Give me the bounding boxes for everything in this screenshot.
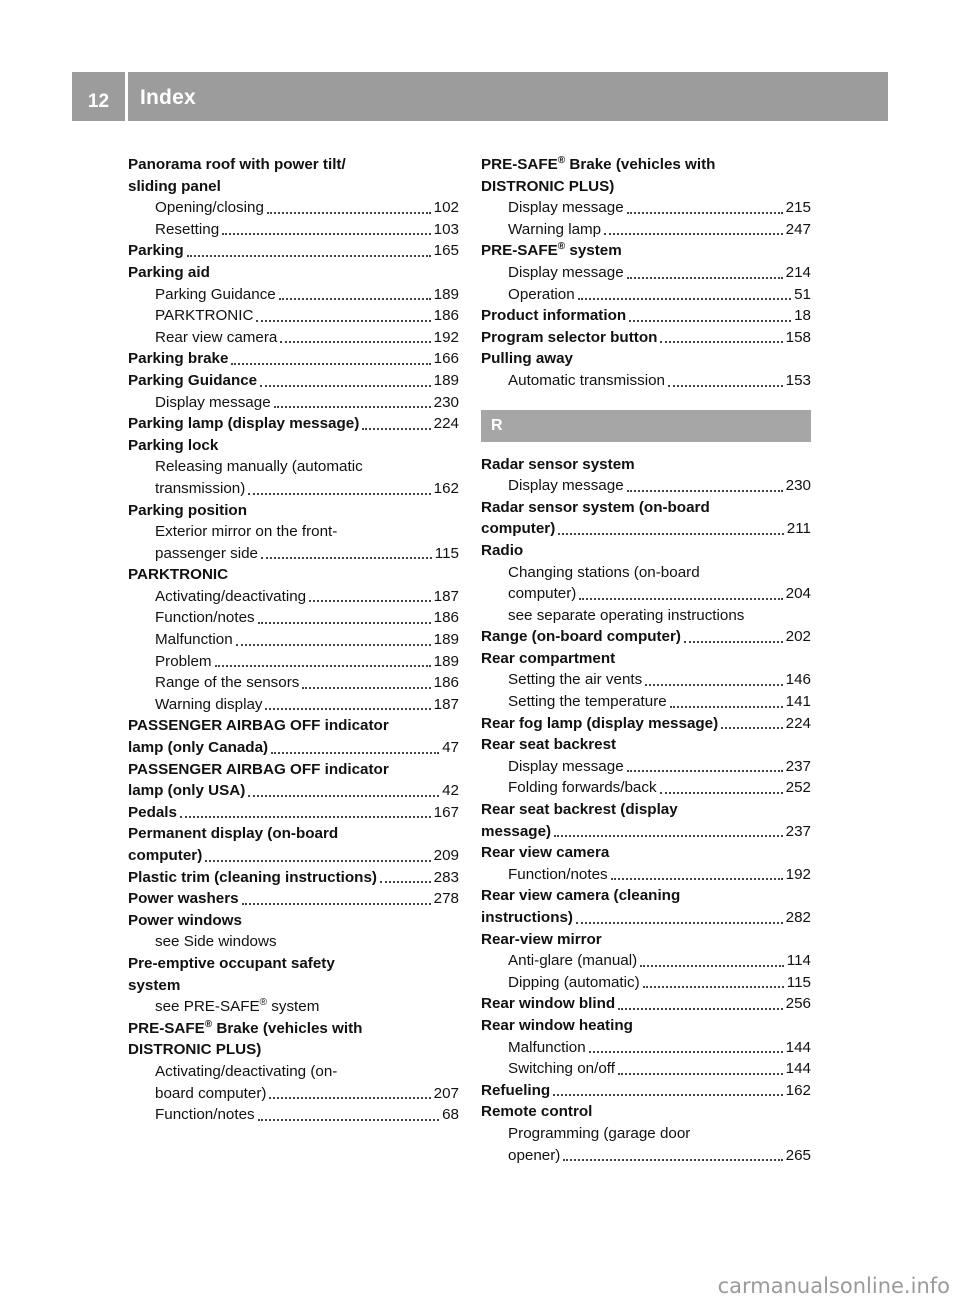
page-reference[interactable]: 186 <box>433 307 459 325</box>
page-reference[interactable]: 209 <box>433 847 459 864</box>
entry-text: Warning display <box>155 695 263 713</box>
entry-text: Operation <box>508 285 575 303</box>
index-entry <box>481 799 811 821</box>
registered-mark: ® <box>557 241 566 253</box>
entry-text: Parking Guidance <box>155 285 276 303</box>
page-reference[interactable]: 114 <box>786 952 811 970</box>
index-entry <box>128 910 459 932</box>
index-subentry[interactable] <box>481 972 811 994</box>
entry-text: DISTRONIC PLUS) <box>128 1041 262 1059</box>
index-entry[interactable] <box>128 802 459 824</box>
entry-text: PRE-SAFE <box>481 156 558 173</box>
entry-text: board computer) <box>155 1084 267 1102</box>
entry-text: Function/notes <box>155 609 255 627</box>
page-reference[interactable]: 144 <box>785 1060 811 1078</box>
index-entry[interactable] <box>128 240 459 262</box>
leader-dots <box>618 1073 783 1075</box>
entry-text: see separate operating instructions <box>508 606 745 624</box>
entry-text: Switching on/off <box>508 1060 615 1078</box>
page-reference[interactable]: 115 <box>434 544 459 562</box>
leader-dots <box>236 644 431 646</box>
entry-text: Range of the sensors <box>155 674 300 692</box>
entry-text: opener) <box>508 1146 561 1164</box>
leader-dots <box>205 860 430 862</box>
index-entry <box>481 497 811 519</box>
page-reference[interactable]: 215 <box>785 199 811 217</box>
entry-text: Pulling away <box>481 350 573 368</box>
leader-dots <box>271 752 439 754</box>
index-subentry[interactable] <box>128 672 459 694</box>
page-reference[interactable]: 283 <box>433 868 459 886</box>
page-reference[interactable]: 146 <box>785 671 811 689</box>
page-reference[interactable]: 47 <box>442 739 459 757</box>
entry-text-continued: system <box>565 242 622 260</box>
index-subentry <box>128 521 459 543</box>
index-entry[interactable] <box>128 370 459 392</box>
leader-dots <box>563 1159 782 1161</box>
entry-text: see PRE-SAFE <box>155 998 260 1016</box>
page-title: Index <box>140 86 196 109</box>
page-reference[interactable]: 141 <box>785 693 811 711</box>
index-entry[interactable] <box>128 413 459 435</box>
index-subentry[interactable] <box>128 327 459 349</box>
entry-text: Display message <box>508 477 624 495</box>
leader-dots <box>309 600 431 602</box>
entry-text: Rear view camera (cleaning <box>481 887 681 905</box>
entry-text: Changing stations (on-board <box>508 563 700 581</box>
page-reference[interactable]: 162 <box>433 479 459 497</box>
entry-text: Product information <box>481 307 627 325</box>
index-entry <box>128 262 459 284</box>
entry-text: PARKTRONIC <box>128 566 229 584</box>
entry-text: Power washers <box>128 890 239 908</box>
page-reference[interactable]: 224 <box>433 415 459 433</box>
entry-text: Panorama roof with power tilt/ <box>128 156 346 173</box>
page-reference[interactable]: 162 <box>785 1081 811 1099</box>
page-reference[interactable]: 144 <box>785 1038 811 1056</box>
entry-text: Rear seat backrest (display <box>481 801 678 819</box>
leader-dots <box>256 320 430 322</box>
page-reference[interactable]: 256 <box>785 995 811 1013</box>
entry-text: sliding panel <box>128 177 221 195</box>
entry-text: PRE-SAFE <box>481 242 558 260</box>
page-reference[interactable]: 187 <box>433 695 459 713</box>
entry-text: Releasing manually (automatic <box>155 458 363 476</box>
index-entry <box>481 842 811 864</box>
entry-text: Function/notes <box>155 1106 255 1124</box>
index-entry <box>128 975 459 997</box>
page-reference[interactable]: 103 <box>433 220 459 238</box>
leader-dots <box>258 1119 439 1121</box>
page-reference[interactable]: 189 <box>433 652 459 670</box>
leader-dots <box>222 233 430 235</box>
index-entry[interactable] <box>481 1080 811 1102</box>
page-reference[interactable]: 102 <box>433 199 459 217</box>
leader-dots <box>260 385 431 387</box>
index-subentry[interactable] <box>128 586 459 608</box>
index-entry <box>128 176 459 198</box>
index-subentry[interactable] <box>128 392 459 414</box>
entry-text: Function/notes <box>508 865 608 883</box>
index-entry[interactable] <box>128 867 459 889</box>
index-entry[interactable] <box>128 780 459 802</box>
index-entry[interactable] <box>128 348 459 370</box>
leader-dots <box>242 903 431 905</box>
index-entry <box>481 1101 811 1123</box>
entry-text: Folding forwards/back <box>508 779 657 797</box>
index-entry <box>481 648 811 670</box>
page-reference[interactable]: 166 <box>433 350 459 368</box>
page-reference[interactable]: 230 <box>433 393 459 411</box>
index-entry <box>481 929 811 951</box>
entry-text: Rear-view mirror <box>481 930 602 948</box>
entry-text: Dipping (automatic) <box>508 973 640 991</box>
page-reference[interactable]: 167 <box>433 803 459 821</box>
index-subentry <box>481 605 811 627</box>
index-subentry[interactable] <box>128 1104 459 1126</box>
header-divider <box>125 72 128 121</box>
index-subentry[interactable] <box>128 694 459 716</box>
index-subentry[interactable] <box>128 305 459 327</box>
entry-text: DISTRONIC PLUS) <box>481 177 615 195</box>
page-reference[interactable]: 192 <box>433 328 459 346</box>
registered-mark: ® <box>204 1018 213 1030</box>
index-subentry <box>128 931 459 953</box>
leader-dots <box>618 1008 782 1010</box>
leader-dots <box>611 878 783 880</box>
entry-text-continued: Brake (vehicles with <box>212 1019 363 1037</box>
page-reference[interactable]: 192 <box>785 865 811 883</box>
page-reference[interactable]: 282 <box>785 909 811 926</box>
entry-text: Problem <box>155 652 212 670</box>
page-reference[interactable]: 115 <box>786 973 811 991</box>
index-subentry[interactable] <box>481 691 811 713</box>
page-reference[interactable]: 165 <box>433 242 459 260</box>
entry-text: Pedals <box>128 803 177 821</box>
entry-text: Pre-emptive occupant safety <box>128 954 335 972</box>
entry-text: PASSENGER AIRBAG OFF indicator <box>128 760 389 778</box>
index-entry[interactable] <box>481 327 811 349</box>
leader-dots <box>579 598 782 600</box>
entry-text: Rear fog lamp (display message) <box>481 714 719 732</box>
leader-dots <box>721 727 782 729</box>
leader-dots <box>187 255 431 257</box>
leader-dots <box>554 835 783 837</box>
page-reference[interactable]: 278 <box>433 890 459 908</box>
page-reference[interactable]: 189 <box>433 631 459 649</box>
entry-text-continued: system <box>267 998 320 1016</box>
entry-text: Parking aid <box>128 263 210 281</box>
page-reference[interactable]: 214 <box>785 263 811 281</box>
page-reference[interactable]: 189 <box>433 285 459 303</box>
page-reference[interactable]: 265 <box>785 1146 811 1164</box>
leader-dots <box>640 965 784 967</box>
page-reference[interactable]: 158 <box>785 328 811 346</box>
index-entry <box>481 1015 811 1037</box>
index-entry <box>128 435 459 457</box>
entry-text: Rear seat backrest <box>481 736 617 754</box>
index-entry[interactable] <box>128 737 459 759</box>
leader-dots <box>302 687 430 689</box>
entry-text: Parking Guidance <box>128 371 258 389</box>
page-reference[interactable]: 186 <box>433 674 459 692</box>
entry-text: message) <box>481 822 552 840</box>
index-subentry[interactable] <box>481 950 811 972</box>
page-reference[interactable]: 211 <box>786 520 811 538</box>
page-reference[interactable]: 207 <box>433 1084 459 1102</box>
leader-dots <box>558 533 784 535</box>
page-reference[interactable]: 186 <box>433 609 459 627</box>
index-subentry <box>128 996 459 1018</box>
index-subentry[interactable] <box>481 197 811 219</box>
entry-text: computer) <box>508 585 577 603</box>
index-entry <box>481 176 811 198</box>
index-subentry <box>128 456 459 478</box>
index-subentry[interactable] <box>481 262 811 284</box>
entry-text: Power windows <box>128 911 242 929</box>
page-reference[interactable]: 18 <box>794 307 811 325</box>
page-number: 12 <box>87 91 110 112</box>
leader-dots <box>627 277 783 279</box>
section-header: R <box>481 410 811 442</box>
index-entry[interactable] <box>481 907 811 929</box>
index-entry[interactable] <box>481 993 811 1015</box>
leader-dots <box>231 363 430 365</box>
index-subentry <box>481 562 811 584</box>
entry-text: Display message <box>508 757 624 775</box>
leader-dots <box>660 341 782 343</box>
entry-text: Parking position <box>128 501 247 519</box>
entry-text: Programming (garage door <box>508 1124 691 1142</box>
entry-text: Radar sensor system <box>481 455 635 473</box>
entry-text: computer) <box>128 847 203 864</box>
leader-dots <box>576 922 783 924</box>
entry-text: Rear window blind <box>481 995 616 1013</box>
entry-text: Warning lamp <box>508 220 602 238</box>
page-reference[interactable]: 187 <box>433 587 459 605</box>
entry-text: Opening/closing <box>155 199 264 217</box>
entry-text: computer) <box>481 520 556 538</box>
leader-dots <box>604 233 783 235</box>
index-subentry[interactable] <box>481 756 811 778</box>
leader-dots <box>660 792 783 794</box>
index-entry <box>481 240 811 262</box>
page-reference[interactable]: 202 <box>785 628 811 646</box>
entry-text: Activating/deactivating (on- <box>155 1062 338 1080</box>
entry-text: Rear window heating <box>481 1016 633 1034</box>
page-reference[interactable]: 247 <box>785 220 811 238</box>
entry-text: Parking <box>128 242 184 260</box>
watermark[interactable]: carmanualsonline.info <box>717 1274 950 1298</box>
entry-text: Range (on-board computer) <box>481 628 681 646</box>
index-subentry[interactable] <box>481 284 811 306</box>
leader-dots <box>215 665 431 667</box>
index-subentry <box>481 1123 811 1145</box>
index-subentry[interactable] <box>481 669 811 691</box>
index-subentry[interactable] <box>481 583 811 605</box>
index-entry[interactable] <box>481 305 811 327</box>
leader-dots <box>248 795 439 797</box>
index-entry <box>128 759 459 781</box>
leader-dots <box>627 770 783 772</box>
index-entry[interactable] <box>128 845 459 867</box>
index-subentry <box>128 1061 459 1083</box>
index-subentry[interactable] <box>481 777 811 799</box>
entry-text: Parking lamp (display message) <box>128 415 360 433</box>
entry-text: Radar sensor system (on-board <box>481 498 710 516</box>
leader-dots <box>684 641 783 643</box>
leader-dots <box>589 1051 783 1053</box>
index-subentry[interactable] <box>481 370 811 392</box>
index-subentry[interactable] <box>128 543 459 565</box>
index-subentry[interactable] <box>128 607 459 629</box>
index-subentry[interactable] <box>481 1037 811 1059</box>
leader-dots <box>578 298 791 300</box>
entry-text: Automatic transmission <box>508 371 665 389</box>
page-reference[interactable]: 42 <box>442 782 459 800</box>
leader-dots <box>362 428 430 430</box>
page-reference[interactable]: 204 <box>785 585 811 603</box>
leader-dots <box>380 881 431 883</box>
index-entry <box>128 564 459 586</box>
index-subentry[interactable] <box>128 651 459 673</box>
leader-dots <box>274 406 431 408</box>
index-entry <box>128 823 459 845</box>
entry-text: Malfunction <box>508 1038 586 1056</box>
leader-dots <box>553 1094 782 1096</box>
index-entry <box>481 734 811 756</box>
leader-dots <box>645 684 782 686</box>
index-subentry[interactable] <box>128 629 459 651</box>
entry-text: Malfunction <box>155 631 233 649</box>
entry-text-continued: Brake (vehicles with <box>565 156 716 173</box>
index-entry[interactable] <box>481 518 811 540</box>
entry-text: PARKTRONIC <box>155 307 254 325</box>
leader-dots <box>668 385 783 387</box>
index-subentry[interactable] <box>481 219 811 241</box>
index-subentry[interactable] <box>128 1083 459 1105</box>
index-entry[interactable] <box>128 888 459 910</box>
leader-dots <box>280 341 430 343</box>
entry-text: system <box>128 976 181 994</box>
entry-text: Parking brake <box>128 350 229 368</box>
index-entry[interactable] <box>481 626 811 648</box>
index-column-right <box>481 154 811 1166</box>
entry-text: PRE-SAFE <box>128 1019 205 1037</box>
entry-text: transmission) <box>155 479 246 497</box>
entry-text: Rear compartment <box>481 649 616 667</box>
leader-dots <box>629 320 791 322</box>
entry-text: Program selector button <box>481 328 658 346</box>
index-entry <box>128 1018 459 1040</box>
entry-text: Display message <box>508 199 624 217</box>
entry-text: lamp (only Canada) <box>128 739 269 757</box>
entry-text: Refueling <box>481 1081 551 1099</box>
leader-dots <box>627 490 783 492</box>
leader-dots <box>627 212 783 214</box>
index-entry <box>481 154 811 176</box>
leader-dots <box>265 708 430 710</box>
index-entry[interactable] <box>481 821 811 843</box>
entry-text: Plastic trim (cleaning instructions) <box>128 868 377 886</box>
index-entry <box>128 154 459 176</box>
entry-text: passenger side <box>155 544 259 562</box>
index-subentry[interactable] <box>128 284 459 306</box>
entry-text: Rear view camera <box>481 844 610 862</box>
entry-text: Setting the air vents <box>508 671 643 689</box>
page-reference[interactable]: 237 <box>785 822 811 840</box>
entry-text: Anti-glare (manual) <box>508 952 638 970</box>
index-entry <box>128 953 459 975</box>
leader-dots <box>279 298 431 300</box>
entry-text: Display message <box>155 393 271 411</box>
registered-mark: ® <box>259 997 268 1009</box>
entry-text: instructions) <box>481 909 573 926</box>
index-column-left <box>128 154 459 1126</box>
leader-dots <box>248 493 430 495</box>
entry-text: Resetting <box>155 220 220 238</box>
page-reference[interactable]: 237 <box>785 757 811 775</box>
leader-dots <box>670 706 783 708</box>
entry-text: Setting the temperature <box>508 693 667 711</box>
page-reference[interactable]: 230 <box>785 477 811 495</box>
registered-mark: ® <box>557 154 566 166</box>
leader-dots <box>261 557 432 559</box>
index-subentry[interactable] <box>481 475 811 497</box>
index-entry <box>481 540 811 562</box>
page-reference[interactable]: 252 <box>785 779 811 797</box>
entry-text: Parking lock <box>128 436 219 454</box>
leader-dots <box>267 212 431 214</box>
index-entry <box>128 715 459 737</box>
entry-text: Exterior mirror on the front- <box>155 523 338 541</box>
entry-text: Rear view camera <box>155 328 278 346</box>
index-entry[interactable] <box>481 713 811 735</box>
index-subentry[interactable] <box>128 478 459 500</box>
leader-dots <box>269 1097 430 1099</box>
index-entry <box>481 348 811 370</box>
entry-text: PASSENGER AIRBAG OFF indicator <box>128 717 389 735</box>
page-reference[interactable]: 68 <box>442 1106 459 1124</box>
index-subentry[interactable] <box>481 1058 811 1080</box>
page-reference[interactable]: 51 <box>794 285 811 303</box>
entry-text: Remote control <box>481 1103 593 1121</box>
index-entry <box>128 1039 459 1061</box>
leader-dots <box>258 622 431 624</box>
index-entry <box>128 500 459 522</box>
leader-dots <box>180 816 431 818</box>
index-subentry[interactable] <box>128 219 459 241</box>
index-entry <box>481 454 811 476</box>
entry-text: Permanent display (on-board <box>128 825 339 843</box>
page-reference[interactable]: 153 <box>785 371 811 389</box>
index-entry <box>481 885 811 907</box>
entry-text: see Side windows <box>155 933 277 951</box>
entry-text: lamp (only USA) <box>128 782 246 800</box>
index-subentry[interactable] <box>481 1145 811 1167</box>
entry-text: Activating/deactivating <box>155 587 307 605</box>
index-subentry[interactable] <box>128 197 459 219</box>
index-subentry[interactable] <box>481 864 811 886</box>
page-reference[interactable]: 189 <box>433 371 459 389</box>
leader-dots <box>643 986 784 988</box>
page-reference[interactable]: 224 <box>785 714 811 732</box>
entry-text: Display message <box>508 263 624 281</box>
entry-text: Radio <box>481 541 524 559</box>
